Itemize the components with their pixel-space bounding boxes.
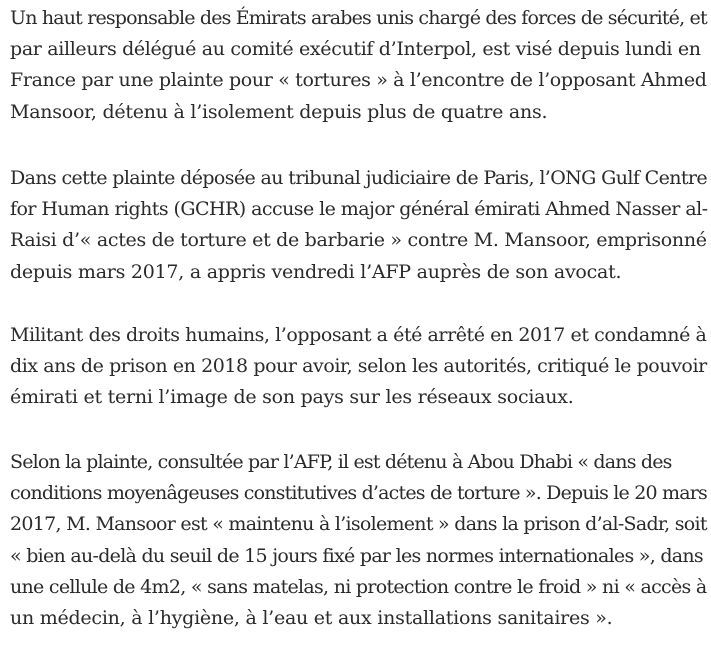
paragraph-line: Dans cette plainte déposée au tribunal judiciaire de Paris, l’ONG Gulf Centre bbox=[10, 167, 707, 189]
paragraph-line: depuis mars 2017, a appris vendredi l’AFP auprès de son avocat. bbox=[10, 260, 622, 283]
paragraph-line: for Human rights (GCHR) accuse le major général émirati Ahmed Nasser al- bbox=[10, 198, 708, 221]
paragraph-line: dix ans de prison en 2018 pour avoir, selon les autorités, critiqué le pouvoir bbox=[10, 355, 707, 378]
paragraph-line: un médecin, à l’hygiène, à l’eau et aux installations sanitaires ». bbox=[10, 607, 613, 630]
paragraph-3 bbox=[10, 320, 707, 414]
paragraph-line: Un haut responsable des Émirats arabes unis chargé des forces de sécurité, et bbox=[10, 7, 707, 29]
paragraph-line: une cellule de 4m2, « sans matelas, ni protection contre le froid » ni « accès à bbox=[10, 575, 707, 598]
paragraph-4 bbox=[10, 447, 707, 634]
paragraph-line: par ailleurs délégué au comité exécutif d’Interpol, est visé depuis lundi en bbox=[10, 38, 701, 61]
paragraph-line: Mansoor, détenu à l’isolement depuis plus de quatre ans. bbox=[10, 100, 548, 123]
paragraph-2 bbox=[10, 163, 707, 288]
paragraph-line: Militant des droits humains, l’opposant a été arrêté en 2017 et condamné à bbox=[10, 324, 707, 346]
paragraph-1 bbox=[10, 3, 707, 128]
paragraph-line: « bien au-delà du seuil de 15 jours fixé par les normes internationales », dans bbox=[10, 544, 703, 567]
paragraph-line: 2017, M. Mansoor est « maintenu à l’isolement » dans la prison d’al-Sadr, soit bbox=[10, 513, 707, 536]
paragraph-line: France par une plainte pour « tortures » à l’encontre de l’opposant Ahmed bbox=[10, 69, 707, 92]
paragraph-line: Selon la plainte, consultée par l’AFP, il est détenu à Abou Dhabi « dans des bbox=[10, 451, 672, 473]
paragraph-line: conditions moyenâgeuses constitutives d’actes de torture ». Depuis le 20 mars bbox=[10, 482, 707, 505]
paragraph-line: Raisi d’« actes de torture et de barbarie » contre M. Mansoor, emprisonné bbox=[10, 229, 707, 252]
paragraph-line: émirati et terni l’image de son pays sur les réseaux sociaux. bbox=[10, 386, 574, 409]
